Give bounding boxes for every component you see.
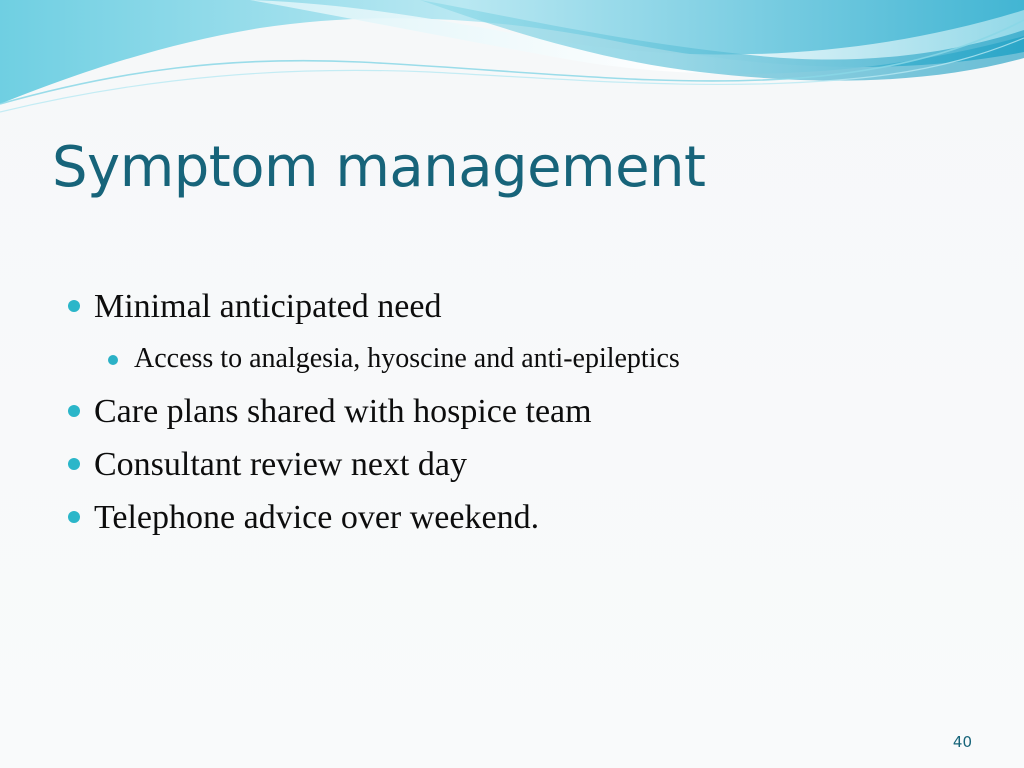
bullet-dot-icon (68, 458, 80, 470)
bullet-list (66, 280, 986, 544)
bullet-text: Minimal anticipated need (94, 288, 442, 325)
header-wave-decoration (0, 0, 1024, 130)
bullet-dot-icon (108, 355, 118, 365)
bullet-item (66, 280, 986, 333)
bullet-dot-icon (68, 300, 80, 312)
bullet-dot-icon (68, 405, 80, 417)
bullet-item (66, 385, 986, 438)
bullet-item (66, 438, 986, 491)
sub-bullet-item (66, 333, 986, 385)
bullet-text: Consultant review next day (94, 446, 467, 483)
bullet-text: Telephone advice over weekend. (94, 499, 540, 536)
sub-bullet-text: Access to analgesia, hyoscine and anti-epileptics (134, 343, 680, 374)
bullet-item (66, 491, 986, 544)
slide-title: Symptom management (52, 135, 706, 200)
bullet-text: Care plans shared with hospice team (94, 393, 592, 430)
slide-page-number: 40 (952, 733, 972, 751)
bullet-dot-icon (68, 511, 80, 523)
